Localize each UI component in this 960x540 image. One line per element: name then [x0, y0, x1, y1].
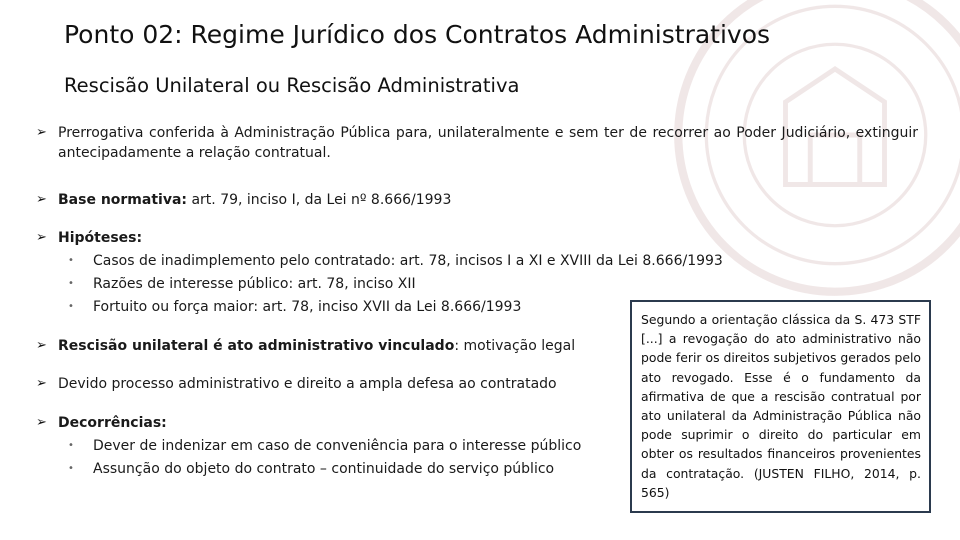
bullet-text: Devido processo administrativo e direito a ampla defesa ao contratado: [58, 376, 557, 392]
arrow-bullet-icon: ➢: [36, 376, 47, 391]
bullet-text: art. 79, inciso I, da Lei nº 8.666/1993: [187, 192, 452, 208]
bullet-text: Prerrogativa conferida à Administração Pública para, unilateralmente e sem ter de recorrer ao Poder Judiciário, extinguir antecipadamente a relação contratual.: [58, 125, 918, 161]
arrow-bullet-icon: ➢: [36, 415, 47, 430]
dot-bullet-icon: •: [68, 463, 74, 474]
dot-bullet-icon: •: [68, 440, 74, 451]
slide-subtitle: Rescisão Unilateral ou Rescisão Administrativa: [64, 74, 520, 97]
bullet-bold: Hipóteses:: [58, 230, 143, 246]
bullet-bold: Rescisão unilateral é ato administrativo vinculado: [58, 338, 455, 354]
arrow-bullet-icon: ➢: [36, 230, 47, 245]
dot-bullet-icon: •: [68, 278, 74, 289]
dot-bullet-icon: •: [68, 255, 74, 266]
bullet-bold: Base normativa:: [58, 192, 188, 208]
dot-bullet-icon: •: [68, 301, 74, 312]
arrow-bullet-icon: ➢: [36, 125, 47, 140]
quote-box: Segundo a orientação clássica da S. 473 STF [...] a revogação do ato administrativo não pode ferir os direitos subjetivos gerados pelo ato revogado. Esse é o fundamento da afirmativa de que a rescisão contratual por ato unilateral da Administração Pública não pode suprimir o direito do particular em obter os resultados financeiros provenientes da contratação. (JUSTEN FILHO, 2014, p. 565): [630, 300, 931, 513]
arrow-bullet-icon: ➢: [36, 192, 47, 207]
bullet-bold: Decorrências:: [58, 415, 167, 431]
slide-title: Ponto 02: Regime Jurídico dos Contratos Administrativos: [64, 20, 771, 49]
arrow-bullet-icon: ➢: [36, 338, 47, 353]
bullet-text: : motivação legal: [454, 338, 576, 354]
